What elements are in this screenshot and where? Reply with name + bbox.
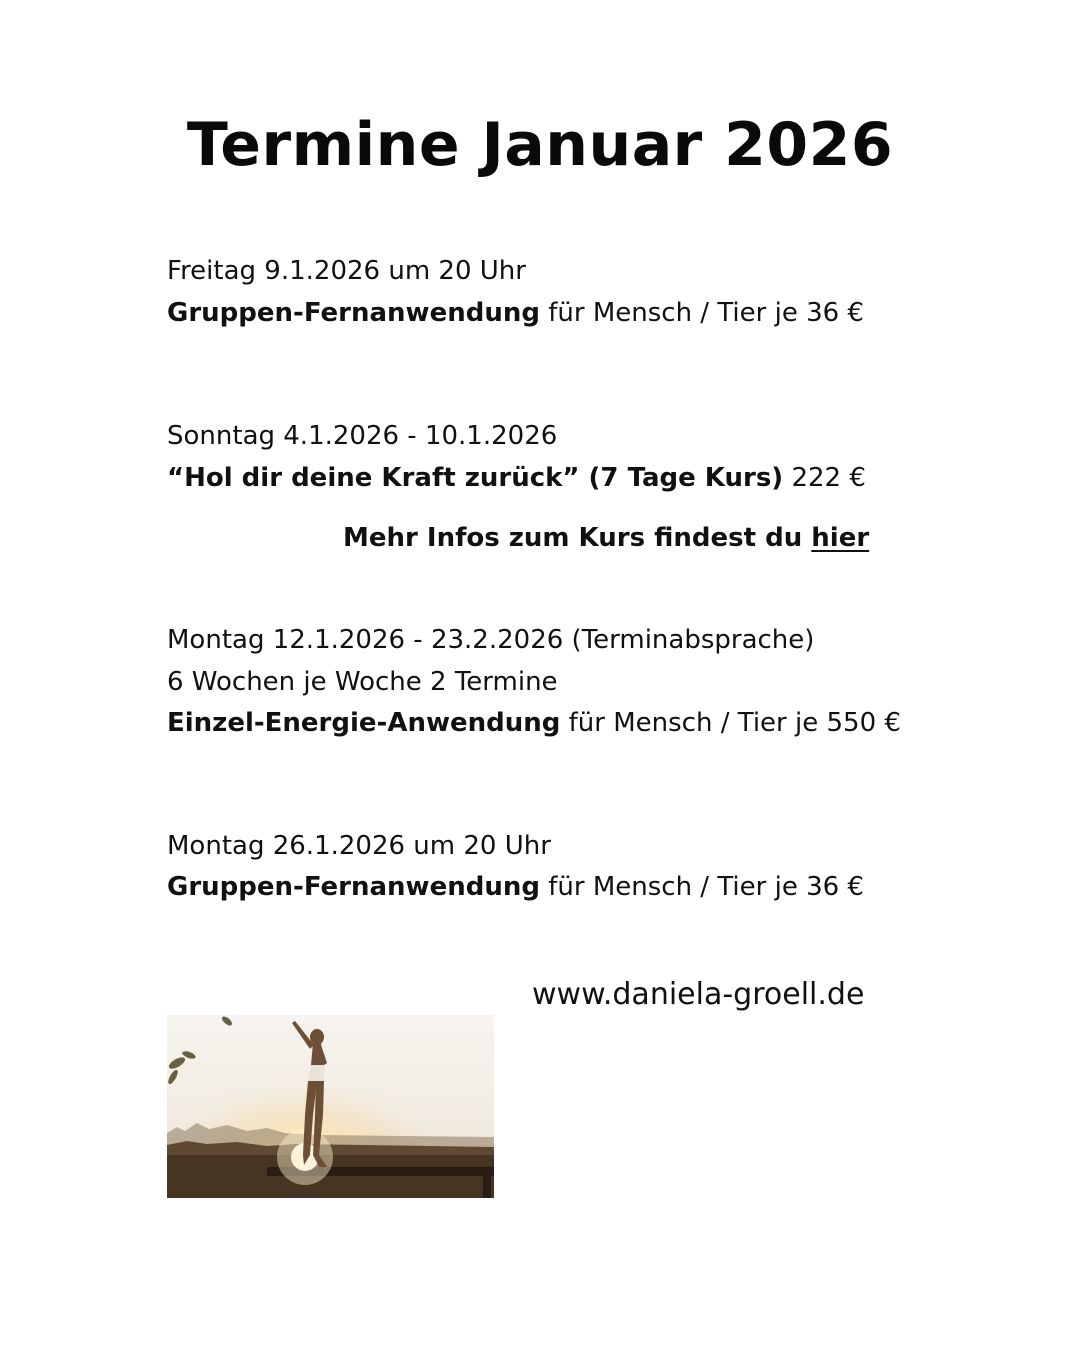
event-1-detail: für Mensch / Tier je 36 € — [539, 298, 864, 328]
event-1-description — [167, 293, 864, 333]
event-3-date: Montag 12.1.2026 - 23.2.2026 (Terminabsprache) — [167, 625, 815, 655]
event-3-name: Einzel-Energie-Anwendung — [167, 708, 561, 738]
page-title: Termine Januar 2026 — [186, 110, 894, 180]
event-1-date: Freitag 9.1.2026 um 20 Uhr — [167, 256, 526, 286]
event-4-name: Gruppen-Fernanwendung — [167, 872, 540, 902]
event-2-name: “Hol dir deine Kraft zurück” (7 Tage Kurs) — [167, 463, 784, 493]
event-3-detail: für Mensch / Tier je 550 € — [560, 708, 901, 738]
course-info-text: Mehr Infos zum Kurs findest du — [343, 523, 812, 553]
event-2-detail: 222 € — [783, 463, 866, 493]
event-1-name: Gruppen-Fernanwendung — [167, 298, 540, 328]
event-4-detail: für Mensch / Tier je 36 € — [539, 872, 864, 902]
event-2-date: Sonntag 4.1.2026 - 10.1.2026 — [167, 421, 558, 451]
woman-balancing-sunset-photo — [167, 1015, 494, 1198]
event-3-description — [167, 703, 901, 743]
event-4-date: Montag 26.1.2026 um 20 Uhr — [167, 831, 551, 861]
course-info-link[interactable]: hier — [811, 523, 870, 553]
event-3-extra: 6 Wochen je Woche 2 Termine — [167, 667, 558, 697]
event-2-description — [167, 458, 866, 498]
event-4-description — [167, 867, 864, 907]
website-url: www.daniela-groell.de — [532, 977, 865, 1012]
course-info — [343, 518, 869, 558]
